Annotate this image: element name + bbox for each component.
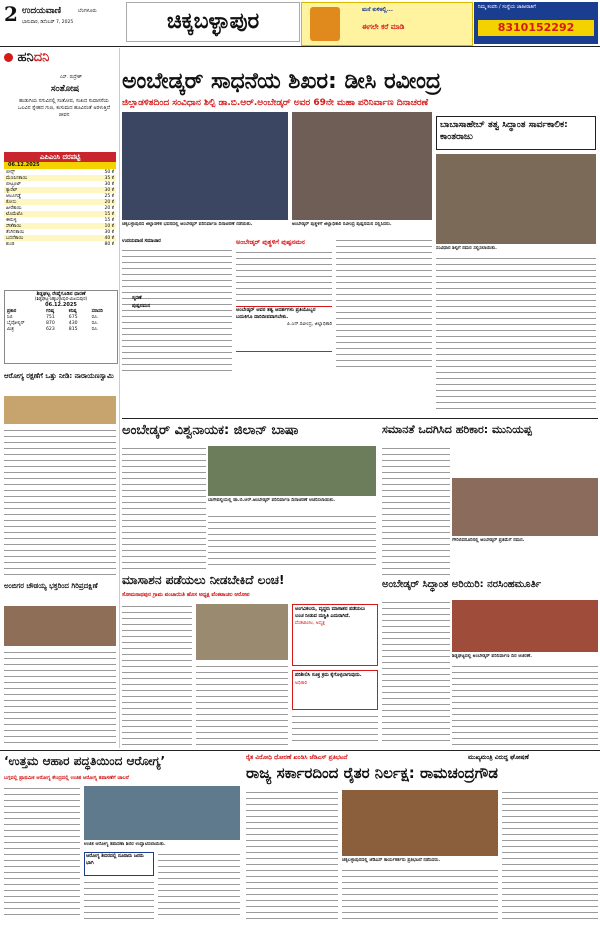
side-story-body (436, 256, 596, 414)
market-rate-item: ಸೌತೆಕಾಯಿ (6, 224, 22, 229)
lead-headline: ಅಂಬೇಡ್ಕರ್ ಸಾಧನೆಯ ಶಿಖರ: ಡೀಸಿ ರವೀಂದ್ರ (122, 70, 442, 94)
ideals-photo (452, 600, 598, 652)
silk-rate-cell: 815 (68, 326, 78, 332)
health-headline: ಆರೋಗ್ಯ ರಕ್ಷಣೆಗೆ ಒತ್ತು ನೀಡಿ: ನಾರಾಯಣಸ್ವಾಮಿ (4, 372, 114, 380)
bribe-quote-box (292, 604, 378, 666)
market-rates-title: ಎಪಿಎಂಸಿ ದರಪಟ್ಟಿ (4, 152, 116, 162)
equality-photo (452, 478, 598, 536)
market-rate-price: 30 ಕೆ (104, 188, 114, 193)
lead-caption-2: ಅಂಬೇಡ್ಕರ್ ಪುತ್ಥಳಿಗೆ ಜಿಲ್ಲಾಧಿಕಾರಿ ರವೀಂದ್ರ ಪುಷ್ಪನಮನ ಸಲ್ಲಿಸಿದರು. (292, 222, 392, 227)
ad-center-line2: ಈಗಲೇ ಕರೆ ಮಾಡಿ (362, 23, 405, 31)
ideals-headline: ಅಂಬೇಡ್ಕರ್‌ ಸಿದ್ಧಾಂತ ಅರಿಯಿರಿ: ನರಸಿಂಹಮೂರ್ತಿ (382, 580, 542, 590)
food-photo (84, 786, 240, 840)
market-rate-price: 15 ಕೆ (104, 212, 114, 217)
column-rule-left (119, 48, 120, 748)
masthead-rule (0, 46, 600, 47)
food-caption: ಉಚಿತ ಆರೋಗ್ಯ ತಪಾಸಣಾ ಶಿಬಿರ ಉದ್ಘಾಟಿಸಲಾಯಿತು. (84, 842, 166, 847)
market-rate-price: 30 ಕೆ (104, 230, 114, 235)
lead-section-label: ಉದಯವಾಣಿ ಸಮಾಚಾರ (122, 239, 161, 244)
market-rates-date: 06.12.2025 (4, 162, 116, 169)
market-rate-item: ಬೀನ್ಸ್ (6, 170, 15, 175)
lead-caption-1: ಚಿಕ್ಕಬಳ್ಳಾಪುರದ ಜಿಲ್ಲಾಡಳಿತ ಭವನದಲ್ಲಿ ಅಂಬೇಡ್ಕರ್ ಪರಿನಿರ್ವಾಣ ದಿನಾಚರಣೆ ನಡೆಯಿತು. (122, 222, 253, 227)
bribe-body-2 (196, 664, 288, 746)
equality-body (382, 446, 450, 576)
flower-headline: ಅಂಬಿಗರ ಚೌಡಯ್ಯ ಭಕ್ತರಿಂದ ಗಿರಿಪ್ರದಕ್ಷಿಣೆ (4, 582, 98, 590)
silk-rate-cell: ಮಿಶ್ರ (7, 327, 15, 332)
farmer-body-3 (502, 790, 598, 920)
silk-rate-cell: 623 (45, 326, 55, 332)
silk-header-cell: ಗರಿಷ್ಠ (45, 309, 55, 314)
bribe-subheadline: ಸೋಮನಾಥಪುರ ಗ್ರಾಮ ಪಂಚಾಯಿತಿ ಹೊಸ ಅಧ್ಯಕ್ಷ ವೆಂಕಟಾಚಲ ಆರೋಪ (122, 592, 250, 598)
silk-rates-title: ಶಿಡ್ಲಘಟ್ಟ ರೇಷ್ಮೆಗೂಡಿನ ಧಾರಣೆ (36, 291, 86, 297)
bribe-headline: ಮಾಸಾಶನ ಪಡೆಯಲು ನೀಡಬೇಕಿದೆ ಲಂಚ! (122, 574, 285, 587)
market-rate-item: ಬೀಟ್ರೂಟ್ (6, 182, 22, 187)
food-info-box: ಆರೋಗ್ಯ ಶಿಬಿರದಲ್ಲಿ ನೂರಾರು ಜನರು ಭಾಗಿ (84, 852, 154, 876)
flower-photo (4, 606, 116, 646)
ad-banner-center (301, 2, 473, 46)
flower-icon (4, 53, 13, 62)
poem-title: ಸಂತೋಷ (50, 84, 80, 94)
bribe-quote: ಅಂಗವಿಕಲರು, ವೃದ್ಧರು ಮಾಸಾಶನ ಪಡೆಯಲು ಲಂಚ ನೀಡುವ ದುಸ್ಥಿತಿ ಎದುರಾಗಿದೆ. (295, 607, 366, 619)
food-body-2 (158, 852, 240, 920)
silk-rates-table (5, 308, 117, 332)
market-rate-item: ಹೀರೆಕಾಯಿ (6, 206, 22, 211)
market-rate-item: ಟೊಮೆಟೊ (6, 212, 23, 217)
silk-header-cell: ಕನಿಷ್ಠ (68, 309, 77, 314)
pull-quote-author: ಪಿ.ಎನ್.ರವೀಂದ್ರ, ಜಿಲ್ಲಾಧಿಕಾರಿ (286, 322, 332, 327)
farmer-caption: ಚಿಕ್ಕಬಳ್ಳಾಪುರದಲ್ಲಿ ಜೆಡಿಎಸ್ ಕಾರ್ಯಕರ್ತರು ಪ್ರತಿಭಟನೆ ನಡೆಸಿದರು. (342, 858, 441, 863)
ad-phone-image (310, 7, 340, 41)
silk-rate-cell: ಬೈವೋಲ್ಟಿನ್ (7, 321, 25, 326)
lead-side-points (132, 294, 182, 354)
ad-right-phone: 8310152292 (478, 20, 594, 36)
lead-photo-2 (292, 112, 432, 220)
silk-rate-cell: 870 (45, 320, 55, 326)
silk-rates-subtitle: (ಶಿಡ್ಲಘಟ್ಟ-ಚಿಕ್ಕಬಳ್ಳಾಪುರ-ವಿಜಯಪುರ) (34, 297, 88, 302)
health-body (4, 428, 116, 578)
brand-prefix: ಹನಿ (17, 50, 34, 65)
vishwanayaka-photo (208, 446, 376, 496)
bribe-body (122, 604, 192, 746)
print-registration-marks (100, 920, 500, 926)
vishwanayaka-body (122, 446, 206, 570)
side-story-headline: ಬಾಬಾಸಾಹೇಬ್ ತತ್ವ ಸಿದ್ಧಾಂತ ಸಾರ್ವಕಾಲಿಕ: ಕಾಂತರಾಜು (436, 116, 596, 150)
bribe-body-3 (292, 714, 378, 746)
market-rate-price: 10 ಕೆ (104, 224, 114, 229)
market-rate-price: 20 ಕೆ (104, 206, 114, 211)
side-story-photo (436, 154, 596, 244)
silk-header-cell: ಸರಾಸರಿ (91, 309, 103, 314)
market-rate-item: ತೆಂಗಿನಕಾಯಿ (6, 230, 25, 235)
bribe-quote2-author: ಅಧಿಕಾರಿ (295, 680, 308, 686)
market-rate-price: 40 ಕೆ (104, 236, 114, 241)
ideals-caption: ಶಿಡ್ಲಘಟ್ಟದಲ್ಲಿ ಅಂಬೇಡ್ಕರ್ ಪರಿನಿರ್ವಾಣ ದಿನ ಆಚರಣೆ. (452, 654, 532, 659)
equality-headline: ಸಮಾನತೆ ಒದಗಿಸಿದ ಹರಿಕಾರ: ಮುನಿಯಪ್ಪ (382, 424, 532, 436)
flower-body (4, 650, 116, 746)
bribe-quote-author: ವೆಂಕಟಾಚಲ, ಅಧ್ಯಕ್ಷ (295, 621, 326, 626)
market-rate-price: 30 ಕೆ (104, 182, 114, 187)
ad-banner-right (474, 2, 598, 44)
honi-dani-logo (4, 50, 114, 72)
silk-rate-cell: 675 (68, 314, 78, 320)
lead-body-col3 (336, 238, 432, 372)
silk-rate-cell: ರೂ. (91, 315, 99, 320)
edition-label: ಬೆಂಗಳೂರು (78, 8, 97, 14)
market-rate-item: ಕೋಸು (6, 200, 17, 205)
poem-author: ಎಸ್. ರುದ್ರೇಶ್ (60, 75, 82, 80)
farmer-headline: ರಾಜ್ಯ ಸರ್ಕಾರದಿಂದ ರೈತರ ನಿರ್ಲಕ್ಷ: ರಾಮಚಂದ್ರಗೌಡ (246, 766, 498, 782)
market-rate-price: 15 ಕೆ (104, 218, 114, 223)
market-rate-item: ಆಲೂಗಡ್ಡೆ (6, 194, 22, 199)
side-point-1: ಸ್ಮರಣೆ (132, 295, 142, 301)
market-rate-row (4, 241, 116, 247)
lead-subheadline: ಜಿಲ್ಲಾಡಳಿತದಿಂದ ಸಂವಿಧಾನ ಶಿಲ್ಪಿ ಡಾ.ಬಿ.ಆರ್.ಅಂಬೇಡ್ಕರ್‌ ಅವರ 69ನೇ ಮಹಾ ಪರಿನಿರ್ವಾಣ ದಿನಾಚರಣೆ (122, 98, 429, 108)
market-rate-price: 80 ಕೆ (104, 242, 114, 247)
silk-rate-cell: ರೂ. (91, 321, 99, 326)
page-number: 2 (4, 2, 18, 24)
lead-pull-quote (236, 306, 332, 352)
farmer-kicker-right: ಮುಖ್ಯಮಂತ್ರಿ ವಿರುದ್ಧ ಘೋಷಣೆ (468, 754, 529, 761)
food-body (4, 786, 80, 920)
silk-rate-row (5, 326, 117, 332)
brand-suffix: ದನಿ (33, 50, 50, 65)
vishwanayaka-caption: ಬಾಗೇಪಲ್ಲಿಯಲ್ಲಿ ಡಾ.ಬಿ.ಆರ್.ಅಂಬೇಡ್ಕರ್ ಪರಿನಿರ್ವಾಣ ದಿನಾಚರಣೆ ಆಚರಿಸಲಾಯಿತು. (208, 498, 336, 503)
silk-rates-box (4, 290, 118, 364)
vishwanayaka-headline: ಅಂಬೇಡ್ಕರ್‌ ವಿಶ್ವನಾಯಕ: ಜಿಲಾನ್‌ ಬಾಷಾ (122, 424, 299, 438)
poem-body: ಹುಡುಗಿಯ ನಗುವಿನಲ್ಲಿ ಸಂತೋಷ, ಸುಖದ ಸುವಾಸನೆಯ ಒಲವಿನ ಸ್ನೇಹದ ಗುಣ, ಕುಸುಮದ ಹೂವಿನಂತೆ ಅರಳುತ್ತಿದೆ ಜೀವನ (17, 98, 111, 118)
ad-center-line1: ಮನೆ ಕುಳಿತಲ್ಲಿ... (362, 7, 393, 13)
silk-rates-date: 06.12.2025 (45, 302, 77, 308)
side-point-2: ಪುಷ್ಪನಮನ (132, 303, 151, 309)
market-rate-price: 20 ಕೆ (104, 200, 114, 205)
pull-quote-text: ಅಂಬೇಡ್ಕರ್ ಅವರ ತತ್ವ ಆದರ್ಶಗಳು ಪ್ರತಿಯೊಬ್ಬರ ಬದುಕಿಗೂ ದಾರಿದೀಪವಾಗಬೇಕು. (236, 307, 316, 320)
bribe-photo (196, 604, 288, 660)
market-rate-price: 25 ಕೆ (104, 194, 114, 199)
market-rate-item: ಕ್ಯಾರೆಟ್ (6, 188, 18, 193)
ideals-body-2 (452, 664, 598, 746)
paper-name: ಉದಯವಾಣಿ (22, 6, 62, 16)
market-rate-item: ಬದನೆಕಾಯಿ (6, 236, 24, 241)
lead-photo-1 (122, 112, 288, 220)
farmer-body (246, 790, 338, 920)
food-headline: ‘ಉತ್ತಮ ಆಹಾರ ಪದ್ಧತಿಯಿಂದ ಆರೋಗ್ಯ’ (4, 755, 166, 768)
issue-date: ಭಾನುವಾರ, ಡಿಸೆಂಬರ್ 7, 2025 (22, 20, 74, 25)
farmer-photo (342, 790, 498, 856)
market-rate-price: 35 ಕೆ (104, 176, 114, 181)
bribe-quote-box-2 (292, 670, 378, 710)
ideals-body (382, 600, 450, 746)
silk-rate-cell: 751 (45, 314, 55, 320)
vishwanayaka-body-2 (208, 514, 376, 570)
market-rate-item: ಶುಂಠಿ (6, 242, 15, 247)
lead-quote-title: ಅಂಬೇಡ್ಕರ್ ಪುತ್ಥಳಿಗೆ ಪುಷ್ಪನಮನ (236, 238, 305, 246)
silk-header-cell: ಪ್ರಕಾರ (7, 309, 17, 314)
market-rate-item: ಮೆಣಸಿನಕಾಯಿ (6, 176, 28, 181)
equality-caption: ಗೌರಿಬಿದನೂರಿನಲ್ಲಿ ಅಂಬೇಡ್ಕರ್ ಪ್ರತಿಮೆಗೆ ನಮನ. (452, 538, 525, 543)
food-body-3 (84, 880, 154, 920)
ad-right-line1: ನಿಮ್ಮ ಕಂಪನಿ / ಸಂಸ್ಥೆಯ ಜಾಹೀರಾತಿಗೆ (478, 5, 536, 10)
section-title: ಚಿಕ್ಕಬಳ್ಳಾಪುರ (126, 2, 300, 42)
market-rate-price: 50 ಕೆ (104, 170, 114, 175)
mid-rule (122, 418, 598, 419)
farmer-kicker: ರೈತ ವಿರೋಧಿ ಧೋರಣೆ ಖಂಡಿಸಿ ಜೆಡಿಎಸ್ ಪ್ರತಿಭಟನೆ (246, 754, 348, 761)
market-rates-box (4, 152, 116, 288)
food-subheadline: ಬಗ್ಗವಲ್ಲಿ ಪ್ರಾಥಮಿಕ ಆರೋಗ್ಯ ಕೇಂದ್ರದಲ್ಲಿ ಉಚಿತ ಆರೋಗ್ಯ ತಪಾಸಣೆಗೆ ಚಾಲನೆ (4, 775, 129, 781)
bottom-rule (0, 750, 600, 751)
silk-rate-cell: ಸಿಬಿ (7, 315, 13, 320)
market-rates-table (4, 169, 116, 247)
bribe-quote-2: ಪರಿಶೀಲಿಸಿ ಸೂಕ್ತ ಕ್ರಮ ಕೈಗೊಳ್ಳಲಾಗುವುದು. (295, 673, 362, 678)
side-story-caption: ಸಂವಿಧಾನ ಶಿಲ್ಪಿಗೆ ನಮನ ಸಲ್ಲಿಸಲಾಯಿತು. (436, 246, 497, 251)
farmer-body-2 (342, 868, 498, 920)
lead-body-col2 (236, 250, 332, 302)
silk-rate-cell: ರೂ. (91, 327, 99, 332)
health-photo (4, 396, 116, 424)
market-rate-item: ಈರುಳ್ಳಿ (6, 218, 17, 223)
silk-rate-cell: 430 (68, 320, 78, 326)
